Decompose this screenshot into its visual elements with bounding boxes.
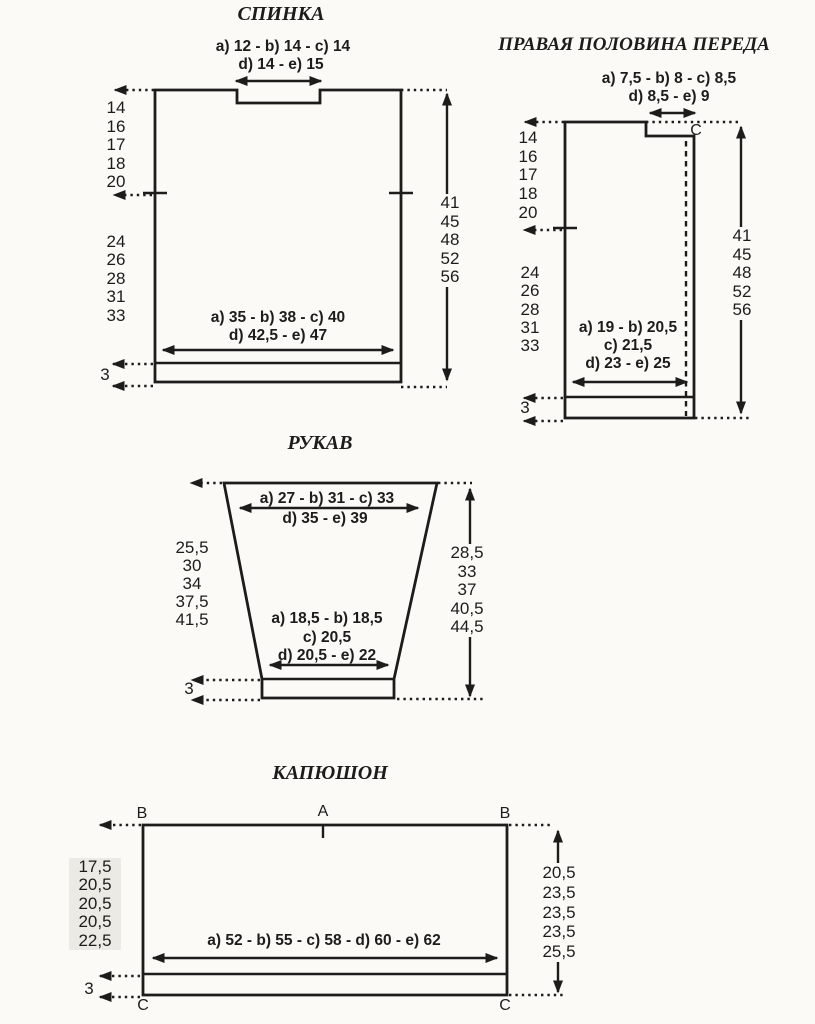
front-rib-height: 3: [520, 398, 530, 417]
back-left-rows-upper: 14 16 17 18 20: [106, 98, 126, 192]
front-right-lengths: 41 45 48 52 56: [722, 227, 762, 320]
front-bottom-widths-line3: d) 23 - e) 25: [585, 355, 671, 372]
back-bottom-widths-line1: a) 35 - b) 38 - c) 40: [210, 309, 346, 326]
hood-marker-top-center: A: [317, 803, 329, 820]
front-left-rows-lower: 24 26 28 31 33: [520, 263, 540, 356]
back-title: СПИНКА: [237, 3, 325, 25]
front-title: ПРАВАЯ ПОЛОВИНА ПЕРЕДА: [498, 34, 770, 55]
back-neck-widths-line1: a) 12 - b) 14 - c) 14: [215, 38, 351, 55]
hood-outline: [143, 825, 507, 995]
front-neck-widths-line1: a) 7,5 - b) 8 - c) 8,5: [601, 70, 737, 87]
back-right-lengths: 41 45 48 52 56: [430, 194, 470, 287]
sleeve-bottom-widths-line3: d) 20,5 - e) 22: [277, 647, 377, 664]
sleeve-bottom-widths-line2: c) 20,5: [302, 629, 352, 646]
back-rib-height: 3: [100, 365, 110, 384]
hood-piece: [100, 825, 565, 997]
front-bottom-widths-line1: a) 19 - b) 20,5: [578, 319, 678, 336]
sleeve-top-widths-line1: a) 27 - b) 31 - c) 33: [259, 490, 395, 507]
front-bottom-widths-line2: c) 21,5: [603, 337, 653, 354]
sleeve-top-widths-line2: d) 35 - e) 39: [282, 510, 368, 527]
hood-rib-height: 3: [84, 979, 94, 998]
hood-marker-top-left: B: [136, 805, 148, 822]
sleeve-right-lengths: 28,5 33 37 40,5 44,5: [441, 544, 493, 637]
hood-right-heights: 20,5 23,5 23,5 23,5 25,5: [532, 863, 586, 962]
back-left-rows-lower: 24 26 28 31 33: [106, 232, 126, 325]
front-marker-c: C: [690, 122, 702, 139]
hood-title: КАПЮШОН: [272, 762, 388, 784]
hood-marker-bottom-right: C: [499, 997, 511, 1014]
back-bottom-widths-line2: d) 42,5 - e) 47: [228, 327, 328, 344]
hood-bottom-widths: a) 52 - b) 55 - c) 58 - d) 60 - e) 62: [207, 932, 441, 949]
front-neck-widths-line2: d) 8,5 - e) 9: [628, 88, 710, 105]
front-outline: [565, 122, 694, 418]
sleeve-rib-height: 3: [184, 679, 194, 698]
front-piece: [524, 113, 749, 421]
sleeve-title: РУКАВ: [287, 432, 353, 454]
front-left-rows-upper: 14 16 17 18 20: [518, 128, 538, 222]
sleeve-bottom-widths-line1: a) 18,5 - b) 18,5: [271, 610, 383, 627]
hood-marker-bottom-left: C: [137, 997, 149, 1014]
back-neck-widths-line2: d) 14 - e) 15: [238, 56, 324, 73]
hood-marker-top-right: B: [499, 805, 511, 822]
sleeve-left-lengths: 25,5 30 34 37,5 41,5: [175, 538, 209, 629]
hood-left-heights: 17,5 20,5 20,5 20,5 22,5: [69, 858, 121, 950]
